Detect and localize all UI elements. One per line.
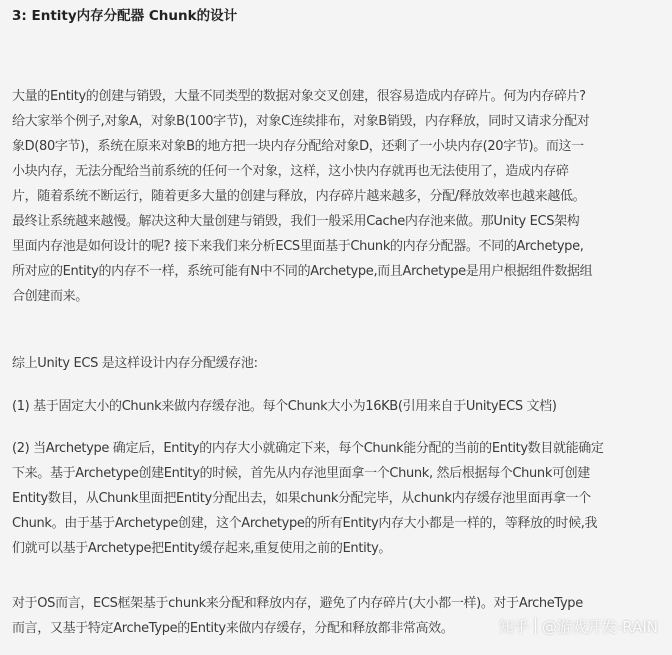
zhihu-watermark xyxy=(499,614,658,638)
paragraph-line: 们就可以基于Archetype把Entity缓存起来,重复使用之前的Entity。 xyxy=(12,541,392,556)
paragraph-line: 所对应的Entity的内存不一样，系统可能有N中不同的Archetype,而且Archetype是用户根据组件数据组 xyxy=(12,264,593,279)
paragraph-line: 综上Unity ECS 是这样设计内存分配缓存池: xyxy=(12,356,258,371)
section-heading: 3: Entity内存分配器 Chunk的设计 xyxy=(12,8,238,24)
paragraph-line: 最终让系统越来越慢。解决这种大量创建与销毁，我们一般采用Cache内存池来做。那Unity ECS架构 xyxy=(12,214,580,229)
paragraph-line: 合创建而来。 xyxy=(12,289,88,304)
paragraph-point-2 xyxy=(12,436,660,561)
zhihu-logo-text: 知乎 xyxy=(498,617,529,636)
paragraph-point-1 xyxy=(12,394,660,419)
paragraph-line: (1) 基于固定大小的Chunk来做内存缓存池。每个Chunk大小为16KB(引用来自于UnityECS 文档) xyxy=(12,399,557,414)
paragraph-line: Entity数目，从Chunk里面把Entity分配出去，如果chunk分配完毕，从chunk内存缓存池里面再拿一个 xyxy=(12,491,591,506)
paragraph-line: 片，随着系统不断运行，随着更多大量的创建与释放，内存碎片越来越多，分配/释放效率也越来越低。 xyxy=(12,189,586,204)
watermark-separator xyxy=(535,618,536,634)
paragraph-line: 对于OS而言，ECS框架基于chunk来分配和释放内存，避免了内存碎片(大小都一样)。对于ArcheType xyxy=(12,596,583,611)
paragraph-line: 给大家举个例子,对象A，对象B(100字节)，对象C连续排布，对象B销毁，内存释放，同时又请求分配对 xyxy=(12,114,590,129)
paragraph-summary-intro xyxy=(12,351,660,376)
watermark-author: @游戏开发-RAIN xyxy=(541,617,658,636)
paragraph-line: 象D(80字节)，系统在原来对象B的地方把一块内存分配给对象D，还剩了一小块内存(20字节)。而这一 xyxy=(12,139,584,154)
paragraph-line: 里面内存池是如何设计的呢? 接下来我们来分析ECS里面基于Chunk的内存分配器。不同的Archetype, xyxy=(12,239,584,254)
paragraph-line: 下来。基于Archetype创建Entity的时候，首先从内存池里面拿一个Chunk, 然后根据每个Chunk可创建 xyxy=(12,466,590,481)
paragraph-line: 小块内存，无法分配给当前系统的任何一个对象，这样，这小快内存就再也无法使用了，造成内存碎 xyxy=(12,164,569,179)
paragraph-line: 而言，又基于特定ArcheType的Entity来做内存缓存，分配和释放都非常高效。 xyxy=(12,621,454,636)
paragraph-line: (2) 当Archetype 确定后，Entity的内存大小就确定下来，每个Chunk能分配的当前的Entity数目就能确定 xyxy=(12,441,604,456)
paragraph-memory-fragmentation xyxy=(12,84,660,309)
paragraph-line: 大量的Entity的创建与销毁，大量不同类型的数据对象交叉创建，很容易造成内存碎片。何为内存碎片? xyxy=(12,89,586,104)
paragraph-line: Chunk。由于基于Archetype创建，这个Archetype的所有Entity内存大小都是一样的，等释放的时候,我 xyxy=(12,516,598,531)
